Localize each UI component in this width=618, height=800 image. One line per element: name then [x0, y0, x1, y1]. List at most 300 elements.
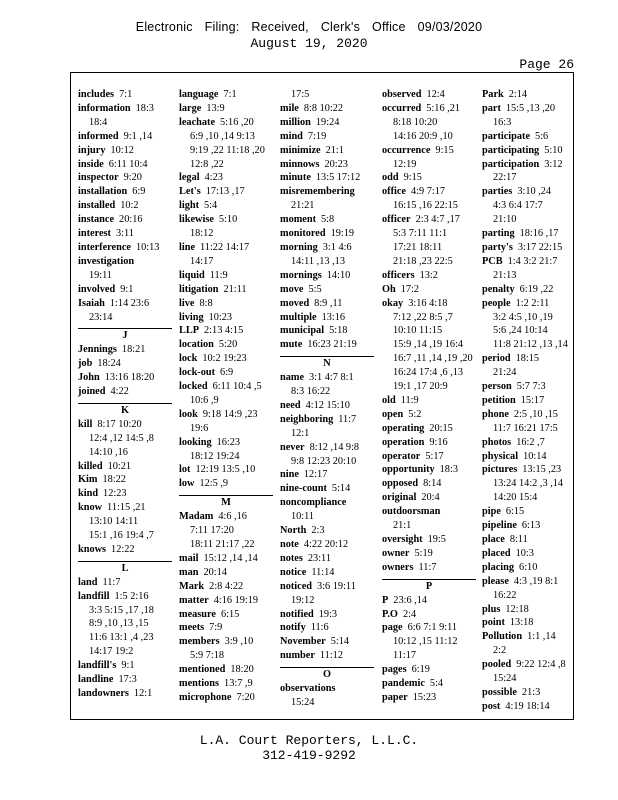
index-entry	[482, 394, 576, 408]
entry-word: people	[482, 297, 511, 309]
entry-word: installed	[78, 200, 116, 212]
index-entry	[482, 603, 576, 617]
index-entry	[382, 88, 476, 102]
index-entry	[382, 505, 476, 519]
filing-stamp	[0, 20, 618, 34]
entry-word: parting	[482, 228, 515, 240]
entry-references: 5:16 ,21	[426, 102, 461, 114]
index-column-3	[280, 88, 374, 710]
index-entry	[179, 663, 273, 677]
entry-references: 5:4	[204, 200, 218, 212]
entry-references: 17:2	[400, 283, 420, 295]
index-entry	[179, 691, 273, 705]
entry-word: opportunity	[382, 464, 435, 476]
entry-word: plus	[482, 603, 501, 615]
index-entry	[78, 283, 172, 297]
index-entry	[78, 501, 172, 515]
entry-word: pooled	[482, 659, 512, 671]
index-entry	[382, 608, 476, 622]
index-entry	[482, 352, 576, 366]
entry-references: 9:1	[121, 660, 135, 672]
entry-word: post	[482, 700, 501, 712]
entry-word: liquid	[179, 269, 205, 281]
entry-references: 2:14	[508, 89, 528, 100]
entry-word: living	[179, 311, 204, 323]
entry-word: notified	[280, 608, 314, 620]
index-entry	[78, 460, 172, 474]
entry-word: kind	[78, 488, 99, 500]
entry-word: involved	[78, 283, 116, 295]
entry-references: 13:7 ,9	[224, 678, 253, 690]
entry-word: mile	[280, 102, 299, 114]
entry-word: page	[382, 622, 403, 634]
entry-word: landfill's	[78, 660, 117, 672]
entry-continuation: 11:7 16:21 17:5	[493, 422, 558, 434]
entry-references: 6:9	[220, 367, 234, 379]
entry-references: 12:4	[426, 89, 445, 100]
entry-references: 13:16	[321, 311, 346, 323]
entry-references: 15:12 ,14 ,14	[203, 552, 258, 564]
index-column-2	[179, 88, 273, 705]
entry-word: November	[280, 636, 326, 648]
entry-references: 9:20	[123, 172, 142, 184]
entry-references: 3:17 22:15	[517, 241, 563, 253]
entry-word: injury	[78, 144, 106, 156]
index-entry	[78, 343, 172, 357]
index-entry	[482, 408, 576, 422]
index-entry	[78, 241, 172, 255]
entry-continuation: 21:18 ,23 22:5	[393, 255, 453, 267]
entry-references: 3:1 4:7 8:1	[309, 372, 354, 384]
entry-references: 5:16 ,20	[220, 116, 254, 128]
entry-word: nine	[280, 469, 299, 481]
entry-word: PCB	[482, 255, 503, 267]
entry-references: 5:14	[331, 483, 351, 495]
entry-references: 15:5 ,13 ,20	[505, 102, 556, 114]
index-entry	[482, 561, 576, 575]
entry-word: observed	[382, 89, 422, 100]
index-entry	[280, 269, 374, 283]
entry-continuation: 12:4 ,12 14:5 ,8	[89, 432, 154, 444]
entry-word: morning	[280, 241, 318, 253]
entry-continuation: 21:24	[493, 367, 517, 379]
entry-references: 15:17	[520, 394, 545, 406]
entry-continuation: 10:10 11:15	[393, 325, 443, 337]
index-entry	[280, 608, 374, 622]
entry-word: pandemic	[382, 678, 425, 690]
entry-word: outdoorsman	[382, 506, 441, 518]
entry-word: informed	[78, 130, 119, 142]
index-entry	[280, 227, 374, 241]
entry-word: job	[78, 358, 93, 370]
entry-references: 18:15	[515, 353, 540, 365]
index-entry	[179, 510, 273, 524]
index-entry	[382, 533, 476, 547]
entry-continuation: 11:6 13:1 ,4 ,23	[89, 632, 154, 644]
entry-word: interference	[78, 241, 131, 253]
entry-references: 12:19 13:5 ,10	[195, 464, 256, 476]
index-entry	[382, 102, 476, 116]
index-entry	[482, 519, 576, 533]
entry-continuation: 12:19	[393, 158, 417, 170]
entry-references: 12:5 ,9	[199, 478, 229, 490]
entry-word: officers	[382, 269, 415, 281]
entry-word: Isaiah	[78, 297, 105, 309]
entry-references: 19:24	[315, 116, 340, 128]
entry-word: lock	[179, 353, 198, 365]
entry-word: look	[179, 408, 198, 420]
entry-continuation: 10:6 ,9	[190, 394, 219, 406]
entry-references: 8:17 10:20	[97, 418, 142, 430]
entry-word: place	[482, 534, 505, 545]
entry-references: 14:10	[326, 269, 351, 281]
entry-references: 12:1	[133, 688, 153, 700]
entry-continuation: 3:2 4:5 ,10 ,19	[493, 311, 553, 323]
entry-continuation: 5:6 ,24 10:14	[493, 325, 548, 337]
index-entry	[179, 677, 273, 691]
index-entry	[78, 227, 172, 241]
entry-references: 18:3	[439, 464, 458, 476]
entry-word: operator	[382, 450, 421, 462]
entry-references: 9:18 14:9 ,23	[202, 408, 258, 420]
entry-word: locked	[179, 381, 208, 393]
entry-word: mute	[280, 339, 303, 351]
entry-references: 3:12	[544, 158, 563, 170]
entry-references: 13:15 ,23	[522, 464, 562, 476]
index-entry	[482, 144, 576, 158]
entry-continuation: 9:8 12:23 20:10	[291, 455, 357, 467]
section-letter: N	[280, 356, 374, 371]
entry-word: nine-count	[280, 483, 327, 495]
entry-references: 3:11	[115, 228, 134, 240]
entry-references: 15:23	[412, 691, 437, 703]
section-letter: K	[78, 403, 172, 418]
entry-word: municipal	[280, 325, 325, 337]
entry-word: litigation	[179, 283, 219, 295]
entry-continuation: 17:5	[291, 89, 310, 100]
entry-word: noncompliance	[280, 497, 347, 509]
entry-word: need	[280, 399, 301, 411]
entry-references: 6:19 ,22	[519, 283, 554, 295]
index-entry	[382, 213, 476, 227]
index-entry	[382, 491, 476, 505]
entry-word: okay	[382, 297, 404, 309]
entry-word: misremembering	[280, 186, 355, 198]
index-entry	[179, 88, 273, 102]
entry-word: physical	[482, 450, 519, 462]
entry-word: P	[382, 594, 389, 606]
entry-word: participating	[482, 144, 540, 156]
entry-continuation: 15:1 ,16 19:4 ,7	[89, 530, 154, 542]
index-entry	[78, 576, 172, 590]
entry-references: 18:20	[230, 664, 254, 676]
entry-references: 2:3 4:7 ,17	[415, 214, 460, 226]
entry-word: Kim	[78, 474, 98, 486]
index-entry	[382, 171, 476, 185]
index-entry	[280, 371, 374, 385]
entry-references: 2:13 4:15	[204, 325, 244, 337]
entry-references: 3:9 ,10	[224, 636, 254, 648]
entry-word: Madam	[179, 511, 214, 523]
index-entry	[179, 171, 273, 185]
entry-references: 13:9	[206, 102, 225, 114]
entry-references: 16:23	[216, 436, 241, 448]
entry-word: likewise	[179, 214, 214, 226]
entry-references: 8:9 ,11	[314, 297, 343, 309]
index-entry	[482, 283, 576, 297]
entry-continuation: 18:12 19:24	[190, 450, 240, 462]
entry-references: 12:22	[111, 543, 135, 555]
entry-continuation: 21:10	[493, 214, 517, 226]
entry-word: line	[179, 241, 196, 253]
entry-continuation: 4:3 6:4 17:7	[493, 200, 543, 212]
entry-references: 2:3	[311, 525, 325, 537]
index-entry	[280, 468, 374, 482]
entry-references: 6:10	[519, 561, 538, 573]
entry-continuation: 18:12	[190, 228, 214, 240]
entry-references: 5:17	[425, 450, 444, 462]
index-entry	[482, 575, 576, 589]
index-entry	[78, 473, 172, 487]
section-letter: J	[78, 328, 172, 343]
entry-continuation: 16:24 17:4 ,6 ,13	[393, 367, 464, 379]
index-entry	[78, 385, 172, 399]
index-entry	[280, 102, 374, 116]
index-entry	[280, 116, 374, 130]
entry-references: 20:14	[203, 566, 227, 578]
entry-references: 11:7	[338, 413, 357, 425]
index-entry	[382, 422, 476, 436]
entry-word: information	[78, 102, 131, 114]
index-entry	[482, 700, 576, 714]
entry-references: 9:15	[435, 144, 454, 156]
entry-references: 6:6 7:1 9:11	[407, 622, 457, 634]
entry-continuation: 8:18 10:20	[393, 116, 438, 128]
entry-continuation: 15:24	[291, 696, 315, 708]
index-entry	[179, 621, 273, 635]
entry-references: 4:3 ,19 8:1	[513, 575, 559, 587]
index-entry	[179, 338, 273, 352]
entry-references: 18:3	[135, 102, 154, 114]
entry-word: petition	[482, 394, 516, 406]
index-entry	[482, 505, 576, 519]
index-entry	[382, 185, 476, 199]
entry-references: 9:15	[403, 172, 422, 184]
entry-word: joined	[78, 386, 106, 398]
entry-word: minnows	[280, 158, 320, 170]
entry-references: 5:4	[429, 678, 444, 690]
entry-references: 11:15 ,21	[107, 502, 146, 514]
index-entry	[280, 158, 374, 172]
entry-references: 4:19 18:14	[505, 700, 550, 712]
index-entry	[78, 543, 172, 557]
index-entry	[78, 673, 172, 687]
entry-references: 20:16	[119, 214, 143, 226]
index-entry	[78, 88, 172, 102]
filing-word: Clerk's	[320, 20, 361, 34]
entry-references: 5:8	[321, 214, 335, 226]
index-entry	[78, 487, 172, 501]
entry-continuation: 14:11 ,13 ,13	[291, 255, 345, 267]
entry-continuation: 18:11 21:17 ,22	[190, 538, 255, 550]
entry-word: paper	[382, 691, 408, 703]
index-entry	[280, 524, 374, 538]
entry-word: Jennings	[78, 344, 117, 356]
entry-continuation: 3:3 5:15 ,17 ,18	[89, 604, 154, 616]
index-entry	[179, 580, 273, 594]
index-entry	[179, 311, 273, 325]
index-entry	[280, 621, 374, 635]
entry-references: 23:6 ,14	[393, 594, 428, 606]
entry-word: notice	[280, 566, 307, 578]
entry-word: minimize	[280, 144, 321, 156]
entry-word: live	[179, 297, 195, 309]
entry-references: 6:11 10:4 ,5	[212, 381, 262, 393]
index-entry	[280, 682, 374, 696]
entry-word: meets	[179, 622, 205, 634]
index-entry	[78, 659, 172, 673]
entry-references: 5:14	[330, 636, 350, 648]
entry-references: 11:7	[418, 561, 437, 573]
index-entry	[280, 144, 374, 158]
entry-continuation: 19:6	[190, 422, 209, 434]
index-entry	[280, 580, 374, 594]
index-entry	[280, 213, 374, 227]
index-entry	[382, 269, 476, 283]
entry-continuation: 19:11	[89, 269, 113, 281]
entry-word: landfill	[78, 590, 110, 602]
entry-word: mentioned	[179, 664, 226, 676]
index-entry	[179, 269, 273, 283]
entry-references: 13:5 17:12	[315, 172, 361, 184]
index-entry	[179, 477, 273, 491]
entry-references: 6:15	[505, 506, 525, 518]
entry-references: 10:13	[135, 241, 160, 253]
reporter-company: L.A. Court Reporters, L.L.C.	[199, 733, 419, 748]
index-entry	[179, 608, 273, 622]
entry-word: participation	[482, 158, 540, 170]
entry-word: move	[280, 283, 304, 295]
index-entry	[482, 130, 576, 144]
entry-word: notes	[280, 552, 303, 564]
entry-references: 9:22 12:4 ,8	[516, 659, 566, 671]
index-entry	[78, 144, 172, 158]
entry-references: 7:20	[236, 691, 255, 703]
entry-continuation: 21:13	[493, 269, 517, 281]
entry-references: 8:14	[423, 478, 442, 490]
index-entry	[482, 547, 576, 561]
index-entry	[482, 88, 576, 102]
index-column-4	[382, 88, 476, 705]
entry-continuation: 16:7 ,11 ,14 ,19 ,20	[393, 353, 473, 365]
entry-word: investigation	[78, 255, 135, 267]
entry-references: 5:6	[535, 130, 549, 142]
entry-references: 7:1	[223, 89, 237, 100]
entry-references: 2:8 4:22	[209, 580, 244, 592]
index-entry	[482, 102, 576, 116]
entry-word: lot	[179, 464, 191, 476]
entry-word: leachate	[179, 116, 216, 128]
entry-word: period	[482, 353, 511, 365]
entry-continuation: 8:3 16:22	[291, 386, 331, 398]
entry-references: 10:2	[120, 200, 139, 212]
index-entry	[482, 297, 576, 311]
index-entry	[179, 102, 273, 116]
entry-word: Park	[482, 89, 504, 100]
entry-references: 10:14	[523, 450, 547, 462]
index-entry	[482, 380, 576, 394]
entry-references: 4:6 ,16	[218, 511, 247, 523]
entry-references: 18:22	[102, 474, 126, 486]
entry-word: never	[280, 441, 305, 453]
entry-references: 8:8	[199, 297, 213, 309]
entry-word: microphone	[179, 691, 232, 703]
entry-references: 21:3	[521, 686, 541, 698]
index-entry	[382, 394, 476, 408]
index-entry	[78, 590, 172, 604]
entry-references: 5:2	[408, 408, 422, 420]
entry-word: observations	[280, 683, 336, 695]
index-entry	[179, 408, 273, 422]
index-entry	[179, 241, 273, 255]
entry-continuation: 5:9 7:18	[190, 650, 225, 662]
index-entry	[382, 283, 476, 297]
entry-references: 19:19	[330, 228, 355, 240]
entry-word: open	[382, 408, 404, 420]
index-entry	[482, 436, 576, 450]
entry-references: 3:10 ,24	[517, 186, 552, 198]
entry-word: language	[179, 89, 219, 100]
entry-word: landline	[78, 674, 114, 686]
entry-word: Oh	[382, 283, 396, 295]
index-entry	[78, 130, 172, 144]
entry-word: kill	[78, 418, 93, 430]
entry-references: 7:1	[119, 89, 133, 100]
index-entry	[280, 649, 374, 663]
index-entry	[179, 185, 273, 199]
entry-references: 20:4	[421, 492, 440, 504]
index-entry	[482, 185, 576, 199]
index-entry	[382, 621, 476, 635]
index-entry	[482, 227, 576, 241]
entry-continuation: 21:21	[291, 200, 315, 212]
entry-references: 4:9 7:17	[411, 186, 446, 198]
index-entry	[482, 450, 576, 464]
entry-continuation: 8:9 ,10 ,13 ,15	[89, 618, 149, 630]
entry-word: pipe	[482, 506, 501, 518]
entry-references: 17:13 ,17	[205, 186, 245, 198]
entry-references: 10:2 19:23	[202, 353, 247, 365]
entry-word: owner	[382, 547, 410, 559]
entry-continuation: 13:24 14:2 ,3 ,14	[493, 478, 564, 490]
index-entry	[78, 255, 172, 269]
index-entry	[482, 463, 576, 477]
index-entry	[280, 324, 374, 338]
entry-word: knows	[78, 543, 107, 555]
entry-continuation: 21:1	[393, 520, 412, 532]
index-entry	[78, 357, 172, 371]
index-entry	[482, 533, 576, 547]
entry-continuation: 18:4	[89, 116, 108, 128]
entry-word: operation	[382, 436, 425, 448]
index-entry	[482, 658, 576, 672]
entry-references: 1:1 ,14	[527, 631, 556, 643]
entry-word: name	[280, 372, 305, 384]
index-entry	[280, 171, 374, 185]
section-letter: M	[179, 495, 273, 510]
entry-word: part	[482, 102, 501, 114]
entry-references: 5:5	[308, 283, 322, 295]
